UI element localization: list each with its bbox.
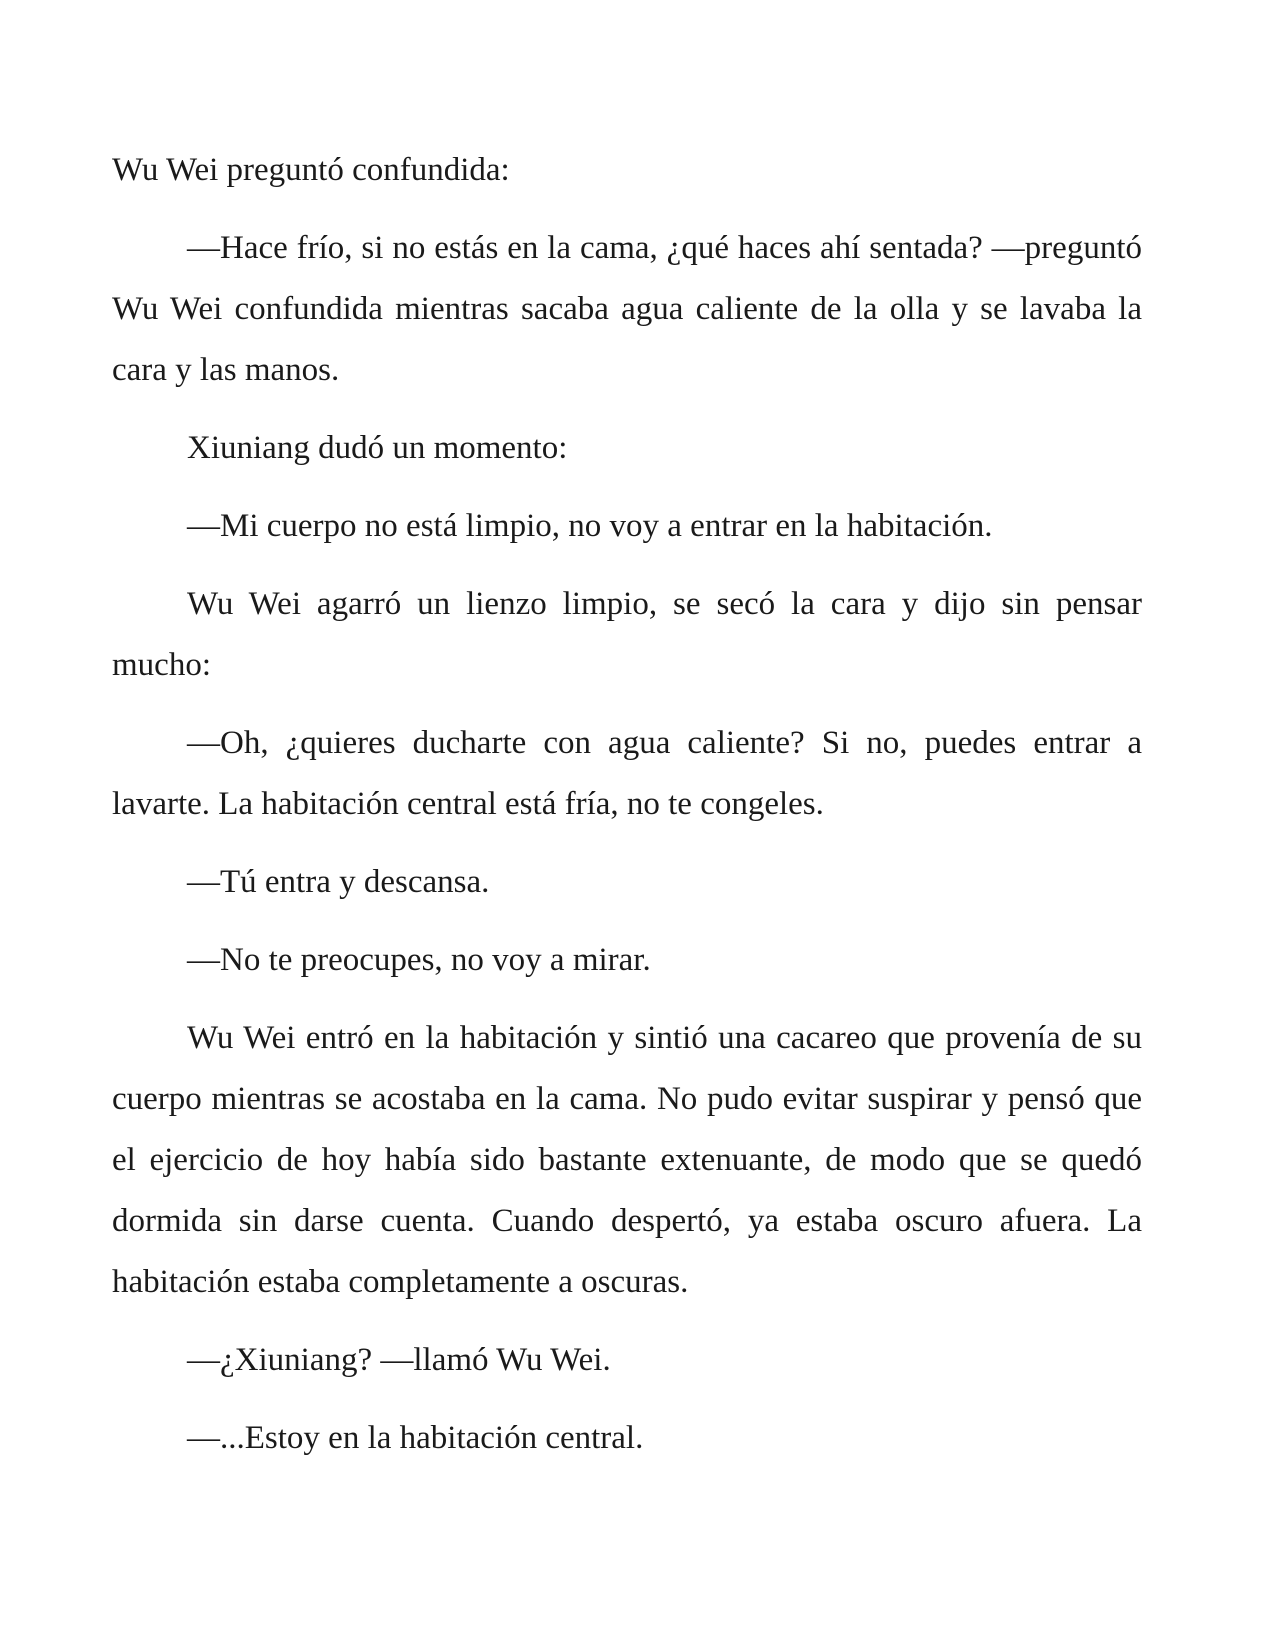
paragraph: —...Estoy en la habitación central. <box>187 1420 644 1456</box>
paragraph: —Tú entra y descansa. <box>187 864 490 900</box>
paragraph: Wu Wei agarró un lienzo limpio, se secó la cara y dijo sin pensar mucho: <box>112 586 1142 683</box>
paragraph: Wu Wei entró en la habitación y sintió una cacareo que provenía de su cuerpo mientras se acostaba en la cama. No pudo evitar suspirar y pensó que el ejercicio de hoy había sido bastante extenuante, de modo que se quedó dormida sin darse cuenta. Cuando despertó, ya estaba oscuro afuera. La habitación estaba completamente a oscuras. <box>112 1020 1142 1300</box>
paragraph: —Hace frío, si no estás en la cama, ¿qué haces ahí sentada? —preguntó Wu Wei confundida mientras sacaba agua caliente de la olla y se lavaba la cara y las manos. <box>112 230 1142 388</box>
paragraph: Xiuniang dudó un momento: <box>187 430 568 466</box>
paragraph: —¿Xiuniang? —llamó Wu Wei. <box>187 1342 611 1378</box>
paragraph: —Mi cuerpo no está limpio, no voy a entrar en la habitación. <box>187 508 993 544</box>
paragraph: —Oh, ¿quieres ducharte con agua caliente? Si no, puedes entrar a lavarte. La habitación central está fría, no te congeles. <box>112 725 1142 822</box>
paragraph: —No te preocupes, no voy a mirar. <box>187 942 651 978</box>
body-text <box>112 140 1142 1486</box>
paragraph: Wu Wei preguntó confundida: <box>112 152 510 188</box>
